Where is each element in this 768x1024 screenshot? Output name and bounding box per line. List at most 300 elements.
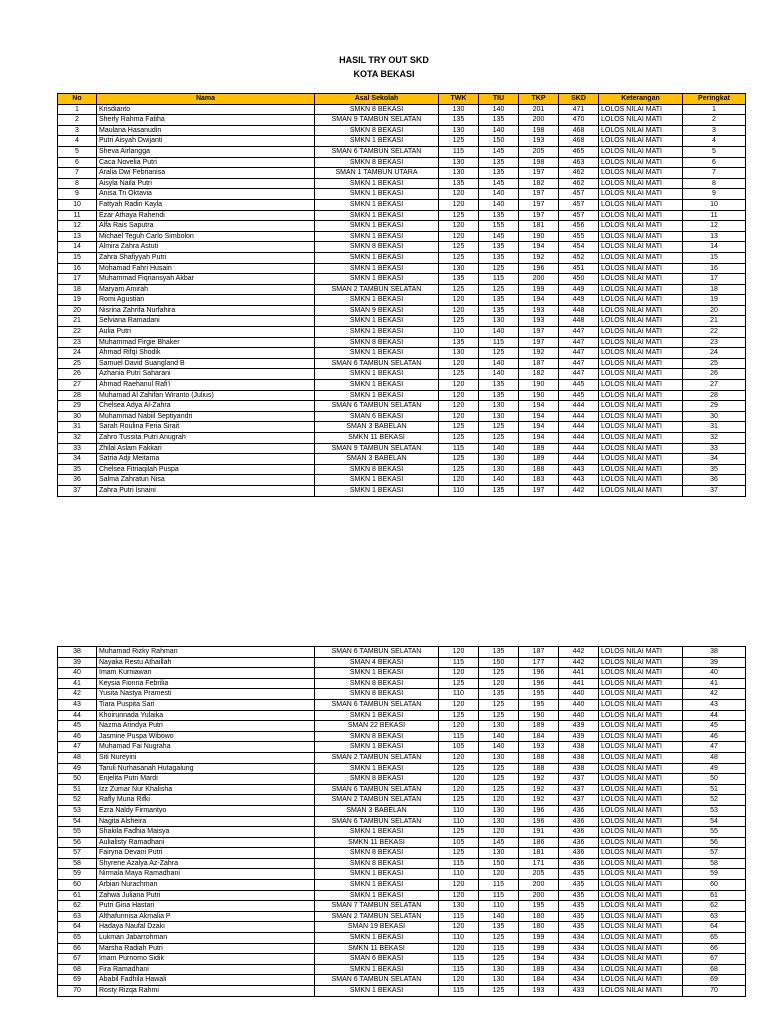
cell-skd: 440 [559,710,599,721]
cell-peringkat: 11 [683,210,746,221]
cell-tiu: 115 [479,880,519,891]
cell-asal-sekolah: SMKN 1 BEKASI [315,827,439,838]
cell-nama: Putri Aisyah Dwijanti [97,136,315,147]
cell-keterangan: LOLOS NILAI MATI [599,252,683,263]
cell-asal-sekolah: SMKN 11 BEKASI [315,837,439,848]
cell-nama: Samuel David Suangland B [97,358,315,369]
cell-tiu: 125 [479,422,519,433]
cell-tkp: 192 [519,795,559,806]
cell-nama: Anisa Tri Oktavia [97,189,315,200]
cell-skd: 434 [559,954,599,965]
table-row [58,901,746,912]
page-title: HASIL TRY OUT SKD [339,55,429,65]
cell-no: 30 [58,411,97,422]
cell-peringkat: 9 [683,189,746,200]
cell-skd: 435 [559,911,599,922]
cell-tkp: 195 [519,699,559,710]
cell-tiu: 125 [479,699,519,710]
cell-nama: Nirmala Maya Ramadhani [97,869,315,880]
cell-nama: Rafly Muna Rifki [97,795,315,806]
cell-skd: 444 [559,401,599,412]
cell-skd: 438 [559,763,599,774]
cell-asal-sekolah: SMKN 1 BEKASI [315,933,439,944]
cell-keterangan: LOLOS NILAI MATI [599,411,683,422]
cell-keterangan: LOLOS NILAI MATI [599,284,683,295]
cell-tkp: 200 [519,890,559,901]
table-row [58,284,746,295]
cell-tkp: 189 [519,443,559,454]
cell-twk: 125 [439,210,479,221]
cell-nama: Nagita Alsheira [97,816,315,827]
cell-peringkat: 40 [683,668,746,679]
cell-tiu: 130 [479,816,519,827]
cell-nama: Siti Nureyini [97,752,315,763]
cell-peringkat: 46 [683,731,746,742]
col-header-no: No [58,94,97,105]
table-row [58,337,746,348]
cell-peringkat: 57 [683,848,746,859]
cell-peringkat: 50 [683,774,746,785]
cell-skd: 438 [559,752,599,763]
cell-tkp: 186 [519,837,559,848]
cell-peringkat: 20 [683,305,746,316]
cell-tiu: 130 [479,805,519,816]
cell-keterangan: LOLOS NILAI MATI [599,880,683,891]
cell-twk: 135 [439,274,479,285]
cell-twk: 125 [439,710,479,721]
cell-no: 47 [58,742,97,753]
cell-no: 23 [58,337,97,348]
cell-no: 21 [58,316,97,327]
cell-twk: 105 [439,837,479,848]
table-row [58,742,746,753]
cell-keterangan: LOLOS NILAI MATI [599,869,683,880]
cell-skd: 435 [559,901,599,912]
cell-tkp: 184 [519,731,559,742]
cell-skd: 434 [559,943,599,954]
cell-nama: Zahwa Juliana Putri [97,890,315,901]
cell-nama: Azhania Putri Saharani [97,369,315,380]
cell-nama: Muhamad Fai Nugraha [97,742,315,753]
table-row [58,475,746,486]
cell-asal-sekolah: SMKN 8 BEKASI [315,689,439,700]
cell-asal-sekolah: SMKN 8 BEKASI [315,858,439,869]
cell-no: 65 [58,933,97,944]
table-row [58,136,746,147]
cell-twk: 110 [439,869,479,880]
cell-nama: Shakila Fadhia Maisya [97,827,315,838]
cell-no: 60 [58,880,97,891]
cell-skd: 437 [559,784,599,795]
cell-twk: 120 [439,890,479,901]
cell-nama: Muhammad Fiqriansyah Akbar [97,274,315,285]
cell-tkp: 194 [519,954,559,965]
cell-twk: 120 [439,189,479,200]
cell-skd: 436 [559,858,599,869]
cell-no: 6 [58,157,97,168]
cell-no: 48 [58,752,97,763]
cell-twk: 130 [439,125,479,136]
cell-twk: 125 [439,848,479,859]
cell-keterangan: LOLOS NILAI MATI [599,358,683,369]
table-row [58,668,746,679]
cell-asal-sekolah: SMKN 1 BEKASI [315,475,439,486]
cell-no: 66 [58,943,97,954]
cell-peringkat: 44 [683,710,746,721]
cell-tkp: 201 [519,104,559,115]
cell-nama: Hadaya Naufal Dzaki [97,922,315,933]
cell-asal-sekolah: SMAN 6 TAMBUN SELATAN [315,816,439,827]
table-row [58,795,746,806]
cell-skd: 439 [559,731,599,742]
cell-skd: 462 [559,178,599,189]
table-row [58,699,746,710]
cell-skd: 444 [559,454,599,465]
cell-no: 27 [58,380,97,391]
cell-twk: 115 [439,911,479,922]
cell-nama: Krisdianto [97,104,315,115]
cell-tkp: 199 [519,933,559,944]
cell-peringkat: 32 [683,433,746,444]
cell-no: 25 [58,358,97,369]
cell-tkp: 196 [519,263,559,274]
cell-asal-sekolah: SMKN 1 BEKASI [315,231,439,242]
cell-skd: 440 [559,689,599,700]
cell-peringkat: 38 [683,647,746,658]
cell-peringkat: 13 [683,231,746,242]
table-row [58,348,746,359]
cell-keterangan: LOLOS NILAI MATI [599,337,683,348]
cell-tiu: 140 [479,911,519,922]
cell-tiu: 135 [479,305,519,316]
table-row [58,390,746,401]
cell-tiu: 130 [479,401,519,412]
table-row [58,933,746,944]
cell-no: 67 [58,954,97,965]
cell-skd: 454 [559,242,599,253]
cell-asal-sekolah: SMKN 1 BEKASI [315,710,439,721]
cell-asal-sekolah: SMAN 6 TAMBUN SELATAN [315,146,439,157]
table-row [58,784,746,795]
cell-no: 4 [58,136,97,147]
cell-skd: 435 [559,890,599,901]
cell-no: 14 [58,242,97,253]
cell-skd: 457 [559,189,599,200]
table-row [58,975,746,986]
table-row [58,104,746,115]
cell-keterangan: LOLOS NILAI MATI [599,263,683,274]
table-row [58,647,746,658]
cell-tkp: 190 [519,231,559,242]
cell-skd: 435 [559,880,599,891]
cell-skd: 451 [559,263,599,274]
cell-no: 16 [58,263,97,274]
cell-asal-sekolah: SMAN 1 TAMBUN UTARA [315,168,439,179]
cell-skd: 465 [559,146,599,157]
cell-twk: 120 [439,922,479,933]
cell-twk: 115 [439,964,479,975]
cell-tkp: 199 [519,943,559,954]
cell-nama: Sheva Airlangga [97,146,315,157]
cell-no: 1 [58,104,97,115]
cell-tiu: 115 [479,943,519,954]
cell-asal-sekolah: SMKN 1 BEKASI [315,742,439,753]
cell-twk: 125 [439,252,479,263]
table-row [58,157,746,168]
cell-peringkat: 65 [683,933,746,944]
cell-skd: 434 [559,933,599,944]
cell-skd: 441 [559,668,599,679]
cell-tiu: 135 [479,295,519,306]
table-row [58,252,746,263]
cell-twk: 120 [439,390,479,401]
cell-twk: 120 [439,221,479,232]
cell-no: 34 [58,454,97,465]
cell-keterangan: LOLOS NILAI MATI [599,795,683,806]
cell-no: 50 [58,774,97,785]
cell-peringkat: 27 [683,380,746,391]
cell-keterangan: LOLOS NILAI MATI [599,221,683,232]
cell-tkp: 193 [519,742,559,753]
cell-twk: 120 [439,975,479,986]
table-row [58,721,746,732]
cell-twk: 120 [439,411,479,422]
cell-asal-sekolah: SMKN 1 BEKASI [315,986,439,997]
cell-asal-sekolah: SMKN 8 BEKASI [315,242,439,253]
cell-peringkat: 45 [683,721,746,732]
cell-tkp: 194 [519,242,559,253]
cell-tkp: 190 [519,390,559,401]
table-row [58,125,746,136]
cell-asal-sekolah: SMAN 2 TAMBUN SELATAN [315,284,439,295]
cell-nama: Chelsea Fitriaqilah Puspa [97,464,315,475]
cell-tiu: 125 [479,284,519,295]
cell-keterangan: LOLOS NILAI MATI [599,146,683,157]
cell-peringkat: 22 [683,327,746,338]
table-row [58,986,746,997]
cell-tkp: 198 [519,125,559,136]
cell-tiu: 135 [479,380,519,391]
cell-skd: 437 [559,774,599,785]
table-row [58,454,746,465]
cell-keterangan: LOLOS NILAI MATI [599,721,683,732]
cell-no: 62 [58,901,97,912]
cell-tiu: 140 [479,742,519,753]
cell-tiu: 130 [479,454,519,465]
cell-tkp: 197 [519,199,559,210]
cell-nama: Ezar Athaya Rahendi [97,210,315,221]
cell-skd: 462 [559,168,599,179]
cell-nama: Marsha Radiah Putri [97,943,315,954]
cell-no: 28 [58,390,97,401]
cell-asal-sekolah: SMKN 1 BEKASI [315,327,439,338]
table-row [58,380,746,391]
cell-tkp: 188 [519,752,559,763]
cell-twk: 120 [439,647,479,658]
cell-asal-sekolah: SMKN 8 BEKASI [315,104,439,115]
cell-tiu: 135 [479,922,519,933]
cell-tkp: 182 [519,178,559,189]
cell-asal-sekolah: SMKN 8 BEKASI [315,125,439,136]
cell-keterangan: LOLOS NILAI MATI [599,327,683,338]
cell-keterangan: LOLOS NILAI MATI [599,710,683,721]
cell-no: 43 [58,699,97,710]
cell-no: 61 [58,890,97,901]
cell-tiu: 140 [479,125,519,136]
cell-twk: 120 [439,752,479,763]
cell-tkp: 196 [519,805,559,816]
cell-tiu: 135 [479,157,519,168]
cell-skd: 444 [559,443,599,454]
cell-asal-sekolah: SMKN 1 BEKASI [315,178,439,189]
cell-nama: Keysia Fionna Febrilia [97,678,315,689]
cell-asal-sekolah: SMAN 22 BEKASI [315,721,439,732]
table-row [58,411,746,422]
cell-peringkat: 8 [683,178,746,189]
cell-asal-sekolah: SMAN 6 TAMBUN SELATAN [315,358,439,369]
cell-twk: 110 [439,327,479,338]
cell-peringkat: 2 [683,115,746,126]
cell-skd: 457 [559,199,599,210]
cell-tiu: 150 [479,136,519,147]
cell-twk: 120 [439,380,479,391]
cell-skd: 436 [559,827,599,838]
cell-peringkat: 16 [683,263,746,274]
cell-peringkat: 17 [683,274,746,285]
cell-peringkat: 37 [683,485,746,496]
cell-tiu: 145 [479,231,519,242]
cell-no: 29 [58,401,97,412]
cell-asal-sekolah: SMKN 1 BEKASI [315,380,439,391]
cell-nama: Shyrene Azalya Az-Zahra [97,858,315,869]
cell-tkp: 181 [519,848,559,859]
table-row [58,189,746,200]
cell-skd: 456 [559,221,599,232]
cell-keterangan: LOLOS NILAI MATI [599,401,683,412]
cell-nama: Aralia Dwi Febrianisa [97,168,315,179]
cell-no: 11 [58,210,97,221]
cell-tkp: 180 [519,922,559,933]
cell-asal-sekolah: SMKN 1 BEKASI [315,252,439,263]
cell-keterangan: LOLOS NILAI MATI [599,689,683,700]
cell-tiu: 145 [479,837,519,848]
cell-nama: Salma Zahratun Nisa [97,475,315,486]
cell-no: 17 [58,274,97,285]
cell-keterangan: LOLOS NILAI MATI [599,933,683,944]
cell-no: 51 [58,784,97,795]
cell-skd: 437 [559,795,599,806]
cell-tiu: 135 [479,390,519,401]
cell-keterangan: LOLOS NILAI MATI [599,295,683,306]
cell-twk: 110 [439,933,479,944]
cell-peringkat: 35 [683,464,746,475]
cell-no: 18 [58,284,97,295]
cell-nama: Taruli Nurhasanah Hutagalung [97,763,315,774]
results-table-1 [57,93,746,497]
cell-skd: 468 [559,136,599,147]
cell-keterangan: LOLOS NILAI MATI [599,742,683,753]
cell-nama: Aulia Putri [97,327,315,338]
cell-skd: 447 [559,358,599,369]
cell-peringkat: 60 [683,880,746,891]
cell-peringkat: 61 [683,890,746,901]
cell-tkp: 197 [519,189,559,200]
cell-nama: Imam Purnomo Sidik [97,954,315,965]
cell-nama: Izz Zumar Nur Khalisha [97,784,315,795]
cell-keterangan: LOLOS NILAI MATI [599,274,683,285]
cell-skd: 449 [559,295,599,306]
cell-tiu: 150 [479,657,519,668]
cell-keterangan: LOLOS NILAI MATI [599,199,683,210]
cell-skd: 455 [559,231,599,242]
cell-keterangan: LOLOS NILAI MATI [599,954,683,965]
cell-peringkat: 25 [683,358,746,369]
cell-nama: Jasmine Puspa Wibowo [97,731,315,742]
cell-twk: 135 [439,115,479,126]
cell-nama: Zahra Shafiyyah Putri [97,252,315,263]
cell-twk: 125 [439,369,479,380]
cell-twk: 125 [439,316,479,327]
cell-tkp: 192 [519,784,559,795]
cell-twk: 130 [439,157,479,168]
cell-keterangan: LOLOS NILAI MATI [599,433,683,444]
cell-tkp: 199 [519,284,559,295]
cell-twk: 120 [439,784,479,795]
cell-no: 56 [58,837,97,848]
cell-asal-sekolah: SMKN 1 BEKASI [315,964,439,975]
cell-keterangan: LOLOS NILAI MATI [599,189,683,200]
cell-asal-sekolah: SMKN 1 BEKASI [315,210,439,221]
cell-tkp: 183 [519,475,559,486]
cell-asal-sekolah: SMKN 8 BEKASI [315,678,439,689]
cell-asal-sekolah: SMKN 1 BEKASI [315,136,439,147]
cell-no: 42 [58,689,97,700]
cell-no: 32 [58,433,97,444]
cell-twk: 125 [439,136,479,147]
cell-keterangan: LOLOS NILAI MATI [599,922,683,933]
cell-keterangan: LOLOS NILAI MATI [599,668,683,679]
cell-tkp: 196 [519,678,559,689]
cell-asal-sekolah: SMKN 1 BEKASI [315,221,439,232]
cell-peringkat: 34 [683,454,746,465]
cell-keterangan: LOLOS NILAI MATI [599,316,683,327]
table-row [58,369,746,380]
cell-peringkat: 30 [683,411,746,422]
table-row [58,327,746,338]
cell-peringkat: 10 [683,199,746,210]
cell-tiu: 130 [479,964,519,975]
cell-tkp: 180 [519,911,559,922]
cell-skd: 442 [559,485,599,496]
table-row [58,231,746,242]
cell-keterangan: LOLOS NILAI MATI [599,168,683,179]
cell-no: 24 [58,348,97,359]
cell-twk: 120 [439,880,479,891]
cell-tkp: 181 [519,221,559,232]
cell-peringkat: 48 [683,752,746,763]
cell-keterangan: LOLOS NILAI MATI [599,816,683,827]
cell-asal-sekolah: SMAN 2 TAMBUN SELATAN [315,911,439,922]
cell-tkp: 197 [519,210,559,221]
cell-twk: 120 [439,305,479,316]
cell-nama: Ezra Naldy Firmantyo [97,805,315,816]
cell-skd: 447 [559,327,599,338]
cell-keterangan: LOLOS NILAI MATI [599,901,683,912]
cell-asal-sekolah: SMKN 8 BEKASI [315,731,439,742]
cell-asal-sekolah: SMAN 4 BEKASI [315,657,439,668]
cell-asal-sekolah: SMKN 11 BEKASI [315,433,439,444]
cell-nama: Aulialisty Ramadhani [97,837,315,848]
